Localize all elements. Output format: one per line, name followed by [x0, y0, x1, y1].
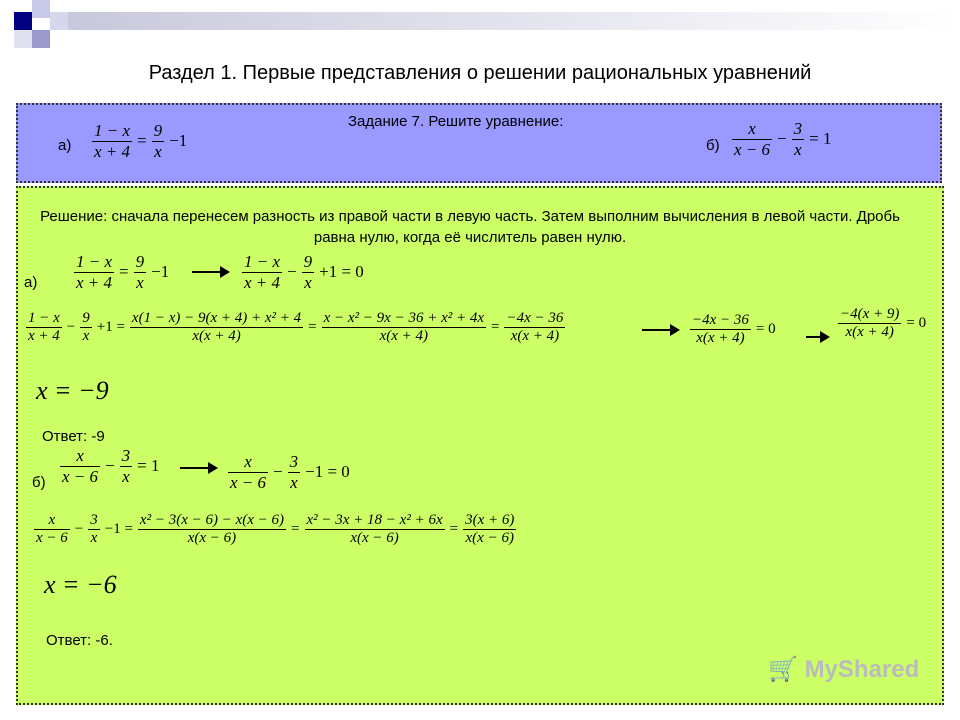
a-line2-step7: $\frac{-4(x + 9)}{x(x + 4)}$ = 0 — [840, 306, 927, 341]
task-heading: Задание 7. Решите уравнение: — [348, 113, 564, 130]
a-line1-left: $\frac{1 - x}{x + 4}$ = $\frac{9}{x}$ −1 — [76, 252, 170, 292]
root-a: x = −9 — [36, 376, 109, 405]
arrow-icon — [192, 271, 228, 273]
a-line2: $\frac{1 - x}{x + 4}$ − $\frac{9}{x}$ +1 = $\frac{\text{x(1 − x) − 9(x + 4) + x² + 4}}{x(x + 4)}$ = $\frac{\text{x − x² − 9x − 36 + x² + 4x}}{x(x + 4)}$ = $\frac{-4x - 36}{x(x + 4)}$ — [28, 310, 564, 345]
task-label-b: б) — [706, 137, 720, 154]
deco-square-light — [14, 30, 32, 48]
task-box — [16, 103, 942, 183]
arrow-icon — [642, 329, 678, 331]
answer-b: Ответ: -6. — [46, 632, 113, 649]
task-equation-b: $\frac{x}{x - 6}$ − $\frac{3}{x}$ = 1 — [734, 119, 832, 159]
b-line1-right: $\frac{x}{x - 6}$ − $\frac{3}{x}$ −1 = 0 — [230, 452, 350, 492]
watermark-logo: 🛒 MyShared — [768, 656, 920, 683]
a-line1-right: $\frac{1 - x}{x + 4}$ − $\frac{9}{x}$ +1 = 0 — [244, 252, 364, 292]
task-label-a: а) — [58, 137, 72, 154]
b-line2: $\frac{x}{x - 6}$ − $\frac{3}{x}$ −1 = $\frac{\text{x² − 3(x − 6) − x(x − 6)}}{x(x - 6)}$ = $\frac{\text{x² − 3x + 18 − x² + 6x}}{x(x - 6)}$ = $\frac{3(x + 6)}{x(x - 6)}$ — [36, 512, 515, 547]
solution-label-a: а) — [24, 274, 38, 291]
deco-square-light — [32, 0, 50, 18]
b-line1-left: $\frac{x}{x - 6}$ − $\frac{3}{x}$ = 1 — [62, 446, 160, 486]
solution-label-b: б) — [32, 474, 46, 491]
arrow-icon — [806, 336, 828, 338]
deco-square-dark — [14, 12, 32, 30]
root-b: x = −6 — [44, 570, 117, 599]
deco-gradient-bar — [68, 12, 960, 30]
task-equation-a: $\frac{1 - x}{x + 4}$ = $\frac{9}{x}$ −1 — [94, 121, 188, 161]
a-line2-step6: $\frac{-4x - 36}{x(x + 4)}$ = 0 — [692, 312, 776, 347]
arrow-icon — [180, 467, 216, 469]
answer-a: Ответ: -9 — [42, 428, 105, 445]
deco-square-light — [50, 12, 68, 30]
deco-square-light — [32, 30, 50, 48]
solution-intro: Решение: сначала перенесем разность из правой части в левую часть. Затем выполним вычисления в левой части. Дробь равна нулю, когда её числитель равен нулю. — [40, 208, 900, 246]
cart-icon: 🛒 — [768, 656, 798, 683]
page-title: Раздел 1. Первые представления о решении рациональных уравнений — [148, 62, 812, 84]
